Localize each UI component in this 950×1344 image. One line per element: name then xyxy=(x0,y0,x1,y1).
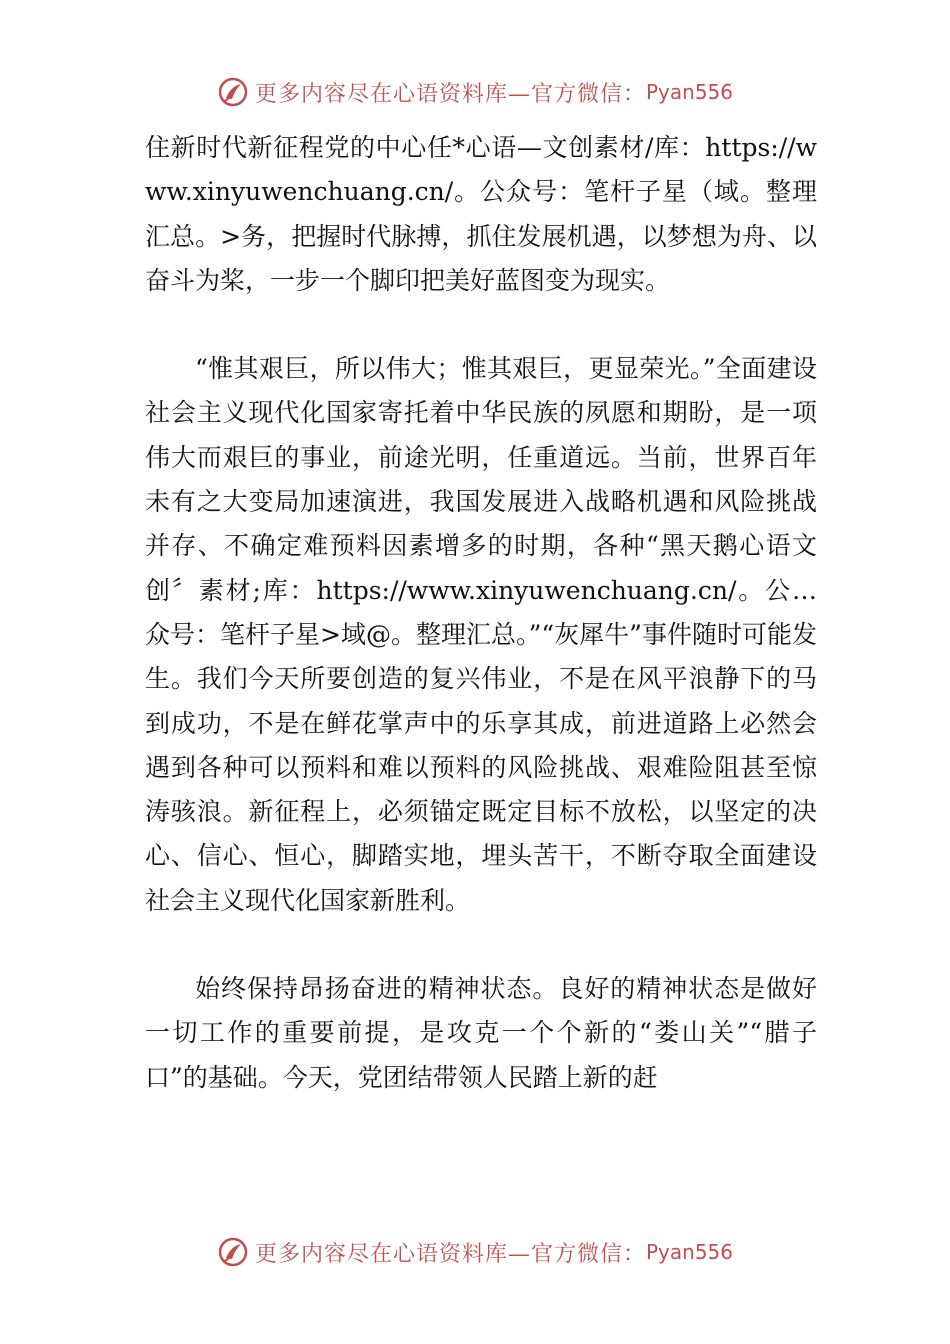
banner-wechat-id: Pyan556 xyxy=(646,1240,734,1264)
paragraph-3: 始终保持昂扬奋进的精神状态。良好的精神状态是做好一切工作的重要前提，是攻克一个个新的“娄山关”“腊子口”的基础。今天，党团结带领人民踏上新的赶 xyxy=(145,974,817,1092)
footer-banner xyxy=(0,1232,950,1272)
brush-logo-icon xyxy=(217,1236,249,1268)
brush-logo-icon xyxy=(217,76,249,108)
header-banner xyxy=(0,72,950,112)
paragraph-1: 住新时代新征程党的中心任*心语—文创素材/库：https://www.xinyuwenchuang.cn/。公众号：笔杆子星（域。整理汇总。>务，把握时代脉搏，抓住发展机遇，以梦想为舟、以奋斗为桨，一步一个脚印把美好蓝图变为现实。 xyxy=(145,133,817,295)
document-body xyxy=(145,126,817,1100)
banner-text: 更多内容尽在心语资料库—官方微信： xyxy=(254,81,646,107)
paragraph-2: “惟其艰巨，所以伟大；惟其艰巨，更显荣光。”全面建设社会主义现代化国家寄托着中华民族的夙愿和期盼，是一项伟大而艰巨的事业，前途光明，任重道远。当前，世界百年未有之大变局加速演进，我国发展进入战略机遇和风险挑战并存、不确定难预料因素增多的时期，各种“黑天鹅心语文创〞素材;库：https://www.xinyuwenchuang.cn/。公…众号：笔杆子星>域@。整理汇总。”“灰犀牛”事件随时可能发生。我们今天所要创造的复兴伟业，不是在风平浪静下的马到成功，不是在鲜花掌声中的乐享其成，前进道路上必然会遇到各种可以预料和难以预料的风险挑战、艰难险阻甚至惊涛骇浪。新征程上，必须锚定既定目标不放松，以坚定的决心、信心、恒心，脚踏实地，埋头苦干，不断夺取全面建设社会主义现代化国家新胜利。 xyxy=(145,354,817,915)
banner-text: 更多内容尽在心语资料库—官方微信： xyxy=(254,1241,646,1267)
banner-wechat-id: Pyan556 xyxy=(646,80,734,104)
